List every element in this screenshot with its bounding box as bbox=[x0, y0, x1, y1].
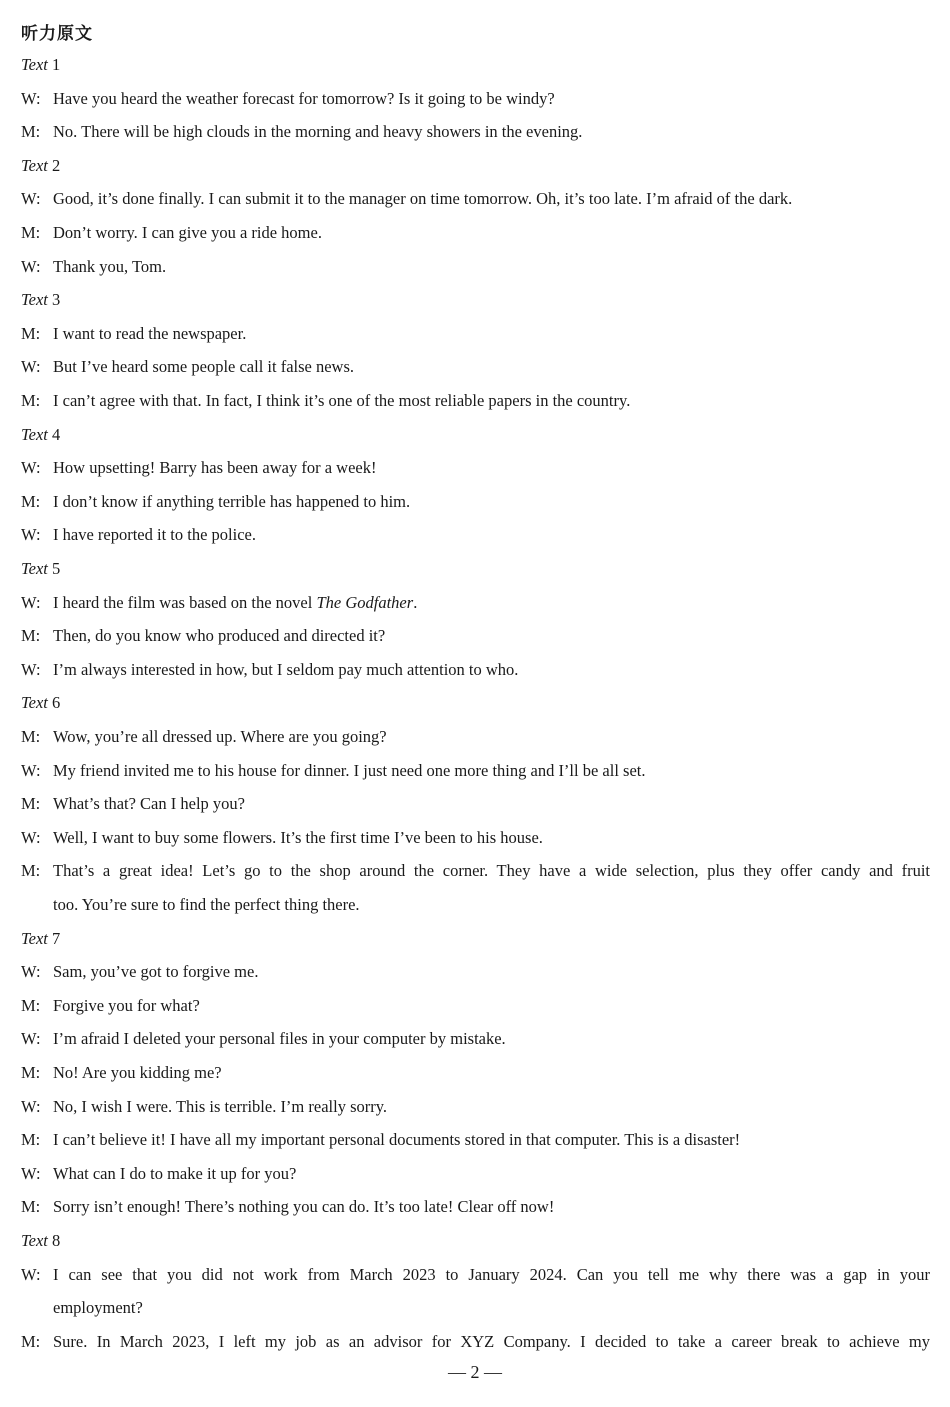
heading-number: 6 bbox=[52, 693, 61, 713]
speaker-label: M: bbox=[21, 861, 41, 881]
dialogue-text: But I’ve heard some people call it false news. bbox=[53, 357, 355, 377]
speaker-label: W: bbox=[21, 592, 41, 612]
heading-label: Text bbox=[21, 155, 48, 175]
speaker-label: W: bbox=[21, 357, 41, 377]
dialogue-text: Forgive you for what? bbox=[53, 995, 200, 1015]
heading-number: 5 bbox=[52, 559, 61, 578]
dialogue-line bbox=[21, 961, 930, 983]
dialogue-line bbox=[21, 222, 930, 244]
heading-number: 2 bbox=[52, 155, 61, 175]
dialogue-line bbox=[21, 1196, 930, 1218]
dialogue-line bbox=[21, 760, 930, 782]
speaker-label: M: bbox=[21, 323, 41, 343]
speaker-label: M: bbox=[21, 391, 41, 410]
dialogue-line bbox=[21, 390, 930, 412]
dialogue-line bbox=[21, 1028, 930, 1050]
speaker-label: M: bbox=[21, 1063, 41, 1082]
dialogue-line bbox=[21, 1264, 930, 1286]
text-heading bbox=[21, 155, 930, 177]
dialogue-line bbox=[21, 88, 930, 110]
speaker-label: W: bbox=[21, 88, 41, 108]
heading-number: 4 bbox=[52, 424, 61, 444]
speaker-label: M: bbox=[21, 1197, 41, 1217]
heading-label: Text bbox=[21, 55, 48, 74]
dialogue-line bbox=[21, 726, 930, 748]
dialogue-text: No. There will be high clouds in the morning and heavy showers in the evening. bbox=[53, 122, 583, 142]
text-heading bbox=[21, 289, 930, 311]
dialogue-line bbox=[21, 323, 930, 345]
dialogue-text: Sure. In March 2023, I left my job as an advisor for XYZ Company. I decided to take a career break to achieve my bbox=[53, 1331, 930, 1351]
speaker-label: W: bbox=[21, 1163, 41, 1183]
dialogue-text: Don’t worry. I can give you a ride home. bbox=[53, 223, 322, 242]
text-heading bbox=[21, 1230, 930, 1252]
dialogue-line bbox=[21, 995, 930, 1017]
dialogue-text: Wow, you’re all dressed up. Where are you going? bbox=[53, 727, 387, 746]
dialogue-text: I can see that you did not work from March 2023 to January 2024. Can you tell me why there was a gap in your bbox=[53, 1264, 930, 1284]
dialogue-text: I have reported it to the police. bbox=[53, 525, 256, 545]
dialogue-line bbox=[21, 524, 930, 546]
dialogue-text: employment? bbox=[53, 1298, 143, 1318]
text-heading bbox=[21, 558, 930, 580]
dialogue-line bbox=[21, 457, 930, 479]
dialogue-text: No! Are you kidding me? bbox=[53, 1063, 222, 1082]
speaker-label: W: bbox=[21, 659, 41, 679]
speaker-label: M: bbox=[21, 1331, 41, 1351]
dialogue-text: How upsetting! Barry has been away for a week! bbox=[53, 458, 377, 478]
speaker-label: M: bbox=[21, 794, 41, 814]
dialogue-line bbox=[21, 356, 930, 378]
speaker-label: W: bbox=[21, 1096, 41, 1116]
dialogue-line bbox=[21, 592, 930, 614]
speaker-label: M: bbox=[21, 223, 41, 242]
speaker-label: W: bbox=[21, 1029, 41, 1049]
speaker-label: W: bbox=[21, 760, 41, 780]
heading-number: 8 bbox=[52, 1231, 61, 1250]
heading-label: Text bbox=[21, 693, 48, 713]
dialogue-line bbox=[21, 1163, 930, 1185]
speaker-label: M: bbox=[21, 727, 41, 746]
heading-label: Text bbox=[21, 1231, 48, 1250]
dialogue-text: Sorry isn’t enough! There’s nothing you can do. It’s too late! Clear off now! bbox=[53, 1197, 555, 1217]
speaker-label: M: bbox=[21, 491, 41, 511]
speaker-label: W: bbox=[21, 458, 41, 478]
heading-label: Text bbox=[21, 290, 48, 310]
heading-label: Text bbox=[21, 928, 48, 948]
page-title: 听力原文 bbox=[21, 24, 93, 44]
dialogue-text: I can’t believe it! I have all my important personal documents stored in that computer. This is a disaster! bbox=[53, 1130, 741, 1150]
dialogue-line bbox=[21, 625, 930, 647]
dialogue-text: That’s a great idea! Let’s go to the shop around the corner. They have a wide selection, plus they offer candy and fruit bbox=[53, 861, 930, 881]
speaker-label: M: bbox=[21, 122, 41, 142]
text-heading bbox=[21, 692, 930, 714]
dialogue-text: I don’t know if anything terrible has happened to him. bbox=[53, 491, 411, 511]
speaker-label: W: bbox=[21, 189, 41, 209]
dialogue-text-end: . bbox=[413, 592, 418, 612]
dialogue-text: I want to read the newspaper. bbox=[53, 323, 247, 343]
text-heading bbox=[21, 424, 930, 446]
dialogue-text: What’s that? Can I help you? bbox=[53, 794, 245, 814]
dialogue-text: Have you heard the weather forecast for tomorrow? Is it going to be windy? bbox=[53, 88, 555, 108]
heading-label: Text bbox=[21, 424, 48, 444]
dialogue-text: Well, I want to buy some flowers. It’s the first time I’ve been to his house. bbox=[53, 827, 543, 847]
dialogue-line bbox=[21, 860, 930, 882]
dialogue-line bbox=[21, 188, 930, 210]
speaker-label: W: bbox=[21, 962, 41, 982]
dialogue-continuation bbox=[53, 894, 930, 916]
speaker-label: W: bbox=[21, 1264, 41, 1284]
speaker-label: M: bbox=[21, 626, 41, 646]
dialogue-text: too. You’re sure to find the perfect thing there. bbox=[53, 895, 360, 914]
dialogue-line bbox=[21, 121, 930, 143]
dialogue-line bbox=[21, 1331, 930, 1353]
dialogue-line bbox=[21, 1062, 930, 1084]
novel-title: The Godfather bbox=[316, 592, 414, 612]
dialogue-text: What can I do to make it up for you? bbox=[53, 1163, 297, 1183]
dialogue-continuation bbox=[53, 1297, 930, 1319]
speaker-label: W: bbox=[21, 525, 41, 545]
heading-label: Text bbox=[21, 559, 48, 578]
speaker-label: M: bbox=[21, 995, 41, 1015]
dialogue-line bbox=[21, 1096, 930, 1118]
dialogue-line bbox=[21, 1129, 930, 1151]
dialogue-text: Sam, you’ve got to forgive me. bbox=[53, 962, 259, 982]
page-number: — 2 — bbox=[448, 1362, 502, 1382]
speaker-label: W: bbox=[21, 827, 41, 847]
dialogue-line bbox=[21, 827, 930, 849]
dialogue-text: My friend invited me to his house for dinner. I just need one more thing and I’ll be all set. bbox=[53, 760, 646, 780]
heading-number: 1 bbox=[52, 55, 61, 74]
text-heading bbox=[21, 54, 930, 76]
dialogue-text: I’m always interested in how, but I seldom pay much attention to who. bbox=[53, 659, 519, 679]
speaker-label: M: bbox=[21, 1130, 41, 1150]
dialogue-text: Thank you, Tom. bbox=[53, 256, 167, 276]
dialogue-text: I’m afraid I deleted your personal files in your computer by mistake. bbox=[53, 1029, 506, 1049]
heading-number: 7 bbox=[52, 928, 61, 948]
dialogue-text: I can’t agree with that. In fact, I think it’s one of the most reliable papers in the country. bbox=[53, 391, 631, 410]
dialogue-line bbox=[21, 659, 930, 681]
dialogue-text: Then, do you know who produced and directed it? bbox=[53, 626, 386, 646]
text-heading bbox=[21, 928, 930, 950]
dialogue-line bbox=[21, 256, 930, 278]
dialogue-text: Good, it’s done finally. I can submit it to the manager on time tomorrow. Oh, it’s too late. I’m afraid of the dark. bbox=[53, 189, 793, 209]
heading-number: 3 bbox=[52, 290, 61, 310]
dialogue-text: I heard the film was based on the novel bbox=[53, 592, 313, 612]
dialogue-text: No, I wish I were. This is terrible. I’m really sorry. bbox=[53, 1096, 388, 1116]
dialogue-line bbox=[21, 491, 930, 513]
dialogue-line bbox=[21, 793, 930, 815]
speaker-label: W: bbox=[21, 256, 41, 276]
